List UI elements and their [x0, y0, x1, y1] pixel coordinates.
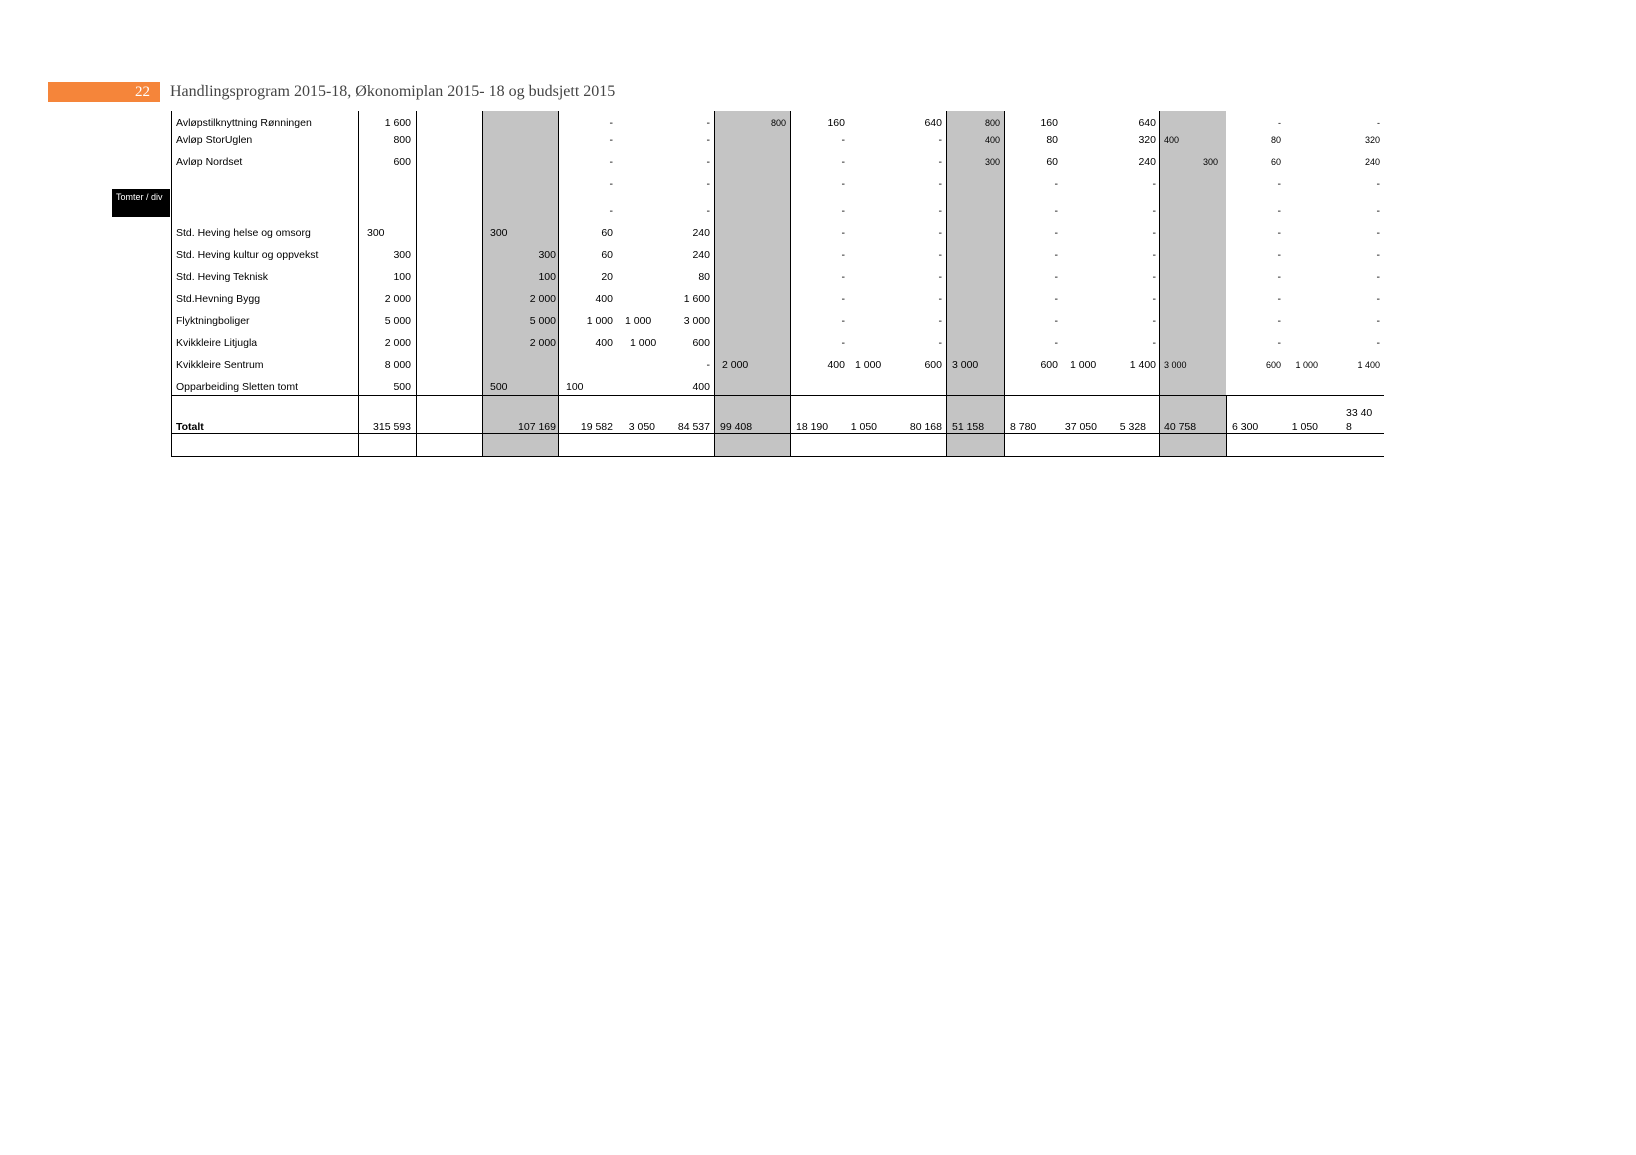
- table-cell: -: [609, 205, 613, 217]
- table-cell: -: [841, 178, 845, 190]
- table-cell: -: [841, 134, 845, 146]
- table-cell: -: [841, 337, 845, 349]
- table-cell: -: [1152, 249, 1156, 261]
- table-cell: 1 400: [1357, 360, 1380, 370]
- table-cell: -: [1054, 293, 1058, 305]
- table-cell: 8 000: [384, 359, 411, 371]
- table-cell: 240: [692, 249, 710, 261]
- table-cell: -: [938, 178, 942, 190]
- table-cell: 320: [1364, 135, 1380, 145]
- table-cell: 320: [1138, 134, 1156, 146]
- total-cell: 19 582: [580, 421, 613, 433]
- table-cell: 1 400: [1129, 359, 1156, 371]
- table-cell: 300: [538, 249, 556, 261]
- table-cell: 1 000: [630, 337, 657, 349]
- table-cell: 5 000: [529, 315, 556, 327]
- table-cell: -: [1152, 205, 1156, 217]
- table-cell: -: [1054, 337, 1058, 349]
- table-cell: 600: [393, 156, 411, 168]
- table-cell: -: [609, 117, 613, 129]
- table-cell: -: [1376, 205, 1380, 217]
- table-cell: -: [706, 156, 710, 168]
- table-cell: -: [1152, 227, 1156, 239]
- table-cell: -: [841, 205, 845, 217]
- table-cell: 2 000: [384, 337, 411, 349]
- table-cell: -: [1054, 249, 1058, 261]
- total-cell: 37 050: [1064, 421, 1097, 433]
- table-cell: 400: [827, 359, 845, 371]
- total-cell: 1 050: [1291, 421, 1318, 433]
- row-label: Std. Heving kultur og oppvekst: [176, 249, 319, 261]
- table-cell: -: [1376, 293, 1380, 305]
- table-cell: -: [1376, 178, 1380, 190]
- table-cell: 600: [1265, 360, 1281, 370]
- table-cell: 640: [1138, 117, 1156, 129]
- table-cell: 240: [1138, 156, 1156, 168]
- table-cell: 3 000: [952, 359, 979, 371]
- table-cell: 1 600: [384, 117, 411, 129]
- table-cell: 60: [1270, 157, 1281, 167]
- row-label: Avløp Nordset: [176, 156, 243, 168]
- table-cell: -: [1152, 271, 1156, 283]
- row-label: Flyktningboliger: [176, 315, 250, 327]
- table-cell: -: [609, 178, 613, 190]
- table-cell: -: [841, 156, 845, 168]
- table-cell: -: [706, 117, 710, 129]
- table-cell: -: [938, 315, 942, 327]
- table-cell: 100: [538, 271, 556, 283]
- total-cell-last: 33 40: [1346, 407, 1373, 419]
- table-cell: 160: [1040, 117, 1058, 129]
- table-cell: 80: [698, 271, 710, 283]
- table-cell: 1 000: [1295, 360, 1318, 370]
- table-cell: -: [1152, 337, 1156, 349]
- total-cell: 84 537: [677, 421, 710, 433]
- total-cell: 5 328: [1119, 421, 1146, 433]
- table-cell: -: [706, 134, 710, 146]
- table-cell: 80: [1270, 135, 1281, 145]
- table-cell: 300: [367, 227, 385, 239]
- table-cell: -: [1277, 271, 1281, 283]
- table-cell: 2 000: [529, 337, 556, 349]
- table-cell: -: [1376, 271, 1380, 283]
- table-cell: 1 000: [586, 315, 613, 327]
- table-cell: -: [1277, 293, 1281, 305]
- table-cell: 800: [393, 134, 411, 146]
- table-cell: 3 000: [1164, 360, 1187, 370]
- total-cell: 8 780: [1010, 421, 1037, 433]
- table-cell: 2 000: [529, 293, 556, 305]
- table-cell: -: [841, 249, 845, 261]
- table-cell: -: [1277, 249, 1281, 261]
- column-divider: [171, 111, 172, 456]
- total-cell: 80 168: [909, 421, 942, 433]
- row-label: Avløpstilknyttning Rønningen: [176, 117, 312, 129]
- table-cell: -: [1376, 337, 1380, 349]
- row-divider: [171, 395, 1384, 396]
- table-cell: 100: [566, 381, 584, 393]
- table-cell: -: [1277, 178, 1281, 190]
- table-cell: 800: [984, 118, 1000, 128]
- table-cell: -: [841, 315, 845, 327]
- column-divider: [482, 111, 483, 456]
- table-cell: 5 000: [384, 315, 411, 327]
- row-label: Opparbeiding Sletten tomt: [176, 381, 298, 393]
- table-cell: 600: [1040, 359, 1058, 371]
- table-cell: 1 000: [855, 359, 882, 371]
- total-cell: 3 050: [628, 421, 655, 433]
- total-cell: 107 169: [518, 421, 556, 433]
- table-cell: 500: [393, 381, 411, 393]
- table-cell: 600: [692, 337, 710, 349]
- table-cell: 400: [1164, 135, 1180, 145]
- total-cell-last: 8: [1346, 421, 1352, 433]
- row-divider: [171, 433, 1384, 434]
- total-cell: 18 190: [796, 421, 829, 433]
- table-cell: 400: [595, 293, 613, 305]
- row-label: Kvikkleire Litjugla: [176, 337, 258, 349]
- section-label-tomter: Tomter / div: [112, 189, 170, 217]
- table-cell: 400: [692, 381, 710, 393]
- table-cell: -: [1376, 315, 1380, 327]
- table-cell: -: [841, 293, 845, 305]
- table-cell: 1 000: [1070, 359, 1097, 371]
- table-cell: -: [1054, 315, 1058, 327]
- table-cell: 400: [595, 337, 613, 349]
- table-cell: 1 000: [625, 315, 652, 327]
- table-cell: -: [938, 293, 942, 305]
- table-cell: 1 600: [683, 293, 710, 305]
- table-cell: 300: [393, 249, 411, 261]
- table-cell: 80: [1046, 134, 1058, 146]
- table-cell: -: [841, 271, 845, 283]
- table-cell: -: [1277, 315, 1281, 327]
- table-cell: 60: [601, 249, 613, 261]
- row-label: Std. Heving helse og omsorg: [176, 227, 311, 239]
- table-cell: -: [938, 227, 942, 239]
- table-cell: -: [1277, 205, 1281, 217]
- total-cell: 1 050: [850, 421, 877, 433]
- total-label: Totalt: [176, 421, 204, 433]
- table-cell: -: [938, 337, 942, 349]
- table-cell: 160: [827, 117, 845, 129]
- table-cell: 3 000: [683, 315, 710, 327]
- table-cell: -: [706, 178, 710, 190]
- table-cell: -: [1277, 337, 1281, 349]
- column-divider: [416, 111, 417, 456]
- row-label: Std.Hevning Bygg: [176, 293, 261, 305]
- table-cell: -: [1054, 205, 1058, 217]
- table-cell: -: [1277, 227, 1281, 239]
- table-cell: -: [706, 205, 710, 217]
- table-cell: -: [1376, 227, 1380, 239]
- table-cell: 500: [490, 381, 508, 393]
- table-cell: 300: [984, 157, 1000, 167]
- table-cell: 600: [924, 359, 942, 371]
- table-cell: -: [938, 134, 942, 146]
- row-label: Avløp StorUglen: [176, 134, 253, 146]
- table-cell: 240: [692, 227, 710, 239]
- table-cell: 240: [1364, 157, 1380, 167]
- table-cell: -: [1054, 271, 1058, 283]
- table-cell: -: [1152, 293, 1156, 305]
- table-cell: -: [1152, 315, 1156, 327]
- table-cell: 60: [601, 227, 613, 239]
- row-label: Std. Heving Teknisk: [176, 271, 269, 283]
- total-cell: 40 758: [1164, 421, 1197, 433]
- document-title: Handlingsprogram 2015-18, Økonomiplan 2015- 18 og budsjett 2015: [170, 83, 616, 100]
- table-cell: -: [1376, 249, 1380, 261]
- column-divider: [714, 111, 715, 456]
- row-divider: [171, 456, 1384, 457]
- table-cell: 300: [1202, 157, 1218, 167]
- table-cell: -: [938, 156, 942, 168]
- table-cell: 300: [490, 227, 508, 239]
- total-cell: 315 593: [373, 421, 411, 433]
- table-cell: 400: [984, 135, 1000, 145]
- table-cell: 2 000: [384, 293, 411, 305]
- table-cell: -: [1377, 118, 1380, 128]
- table-cell: 60: [1046, 156, 1058, 168]
- table-cell: -: [1278, 118, 1281, 128]
- table-cell: -: [1054, 227, 1058, 239]
- table-cell: -: [938, 249, 942, 261]
- table-cell: 20: [601, 271, 613, 283]
- total-cell: 51 158: [952, 421, 985, 433]
- table-cell: -: [609, 156, 613, 168]
- table-cell: 2 000: [722, 359, 749, 371]
- table-cell: -: [1152, 178, 1156, 190]
- page-number: 22: [48, 82, 160, 102]
- total-cell: 99 408: [720, 421, 753, 433]
- total-cell: 6 300: [1232, 421, 1259, 433]
- table-cell: -: [841, 227, 845, 239]
- table-cell: 100: [393, 271, 411, 283]
- table-cell: -: [1054, 178, 1058, 190]
- table-cell: -: [938, 205, 942, 217]
- table-cell: 640: [924, 117, 942, 129]
- table-cell: -: [609, 134, 613, 146]
- row-label: Kvikkleire Sentrum: [176, 359, 264, 371]
- table-cell: -: [938, 271, 942, 283]
- table-cell: -: [706, 359, 710, 371]
- table-cell: 800: [770, 118, 786, 128]
